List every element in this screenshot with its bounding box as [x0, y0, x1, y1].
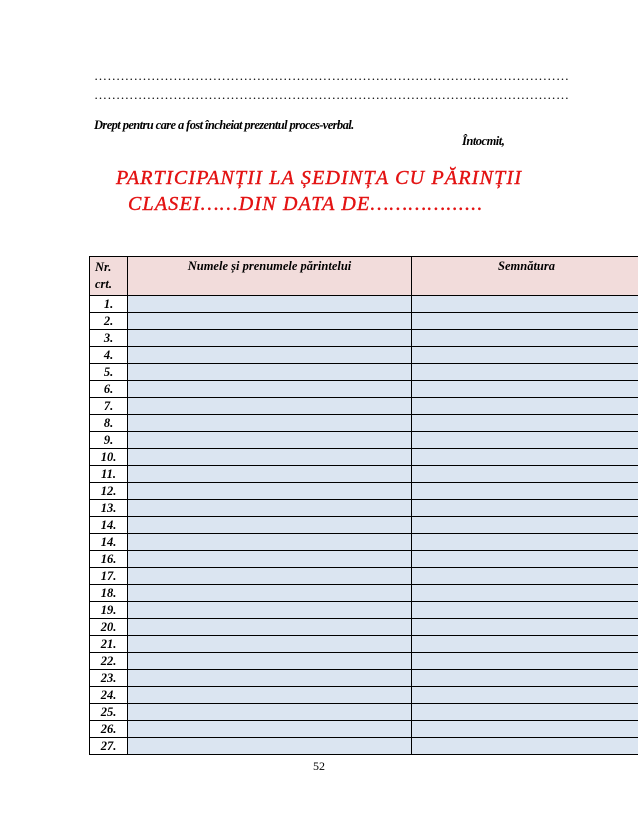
- table-row: [90, 483, 638, 500]
- attendance-table: [89, 256, 638, 755]
- signature-cell[interactable]: [412, 517, 638, 534]
- parent-name-cell[interactable]: [128, 347, 412, 364]
- row-number: 12.: [90, 483, 128, 500]
- table-row: [90, 551, 638, 568]
- header-row-number: [90, 257, 128, 296]
- parent-name-cell[interactable]: [128, 704, 412, 721]
- row-number: 14.: [90, 534, 128, 551]
- table-row: [90, 721, 638, 738]
- row-number: 22.: [90, 653, 128, 670]
- parent-name-cell[interactable]: [128, 432, 412, 449]
- table-row: [90, 432, 638, 449]
- page-number: 52: [313, 759, 325, 773]
- parent-name-cell[interactable]: [128, 670, 412, 687]
- signature-cell[interactable]: [412, 534, 638, 551]
- row-number: 6.: [90, 381, 128, 398]
- parent-name-cell[interactable]: [128, 636, 412, 653]
- parent-name-cell[interactable]: [128, 602, 412, 619]
- dotted-line-1: ………………………………………………………………………………………………: [94, 69, 570, 83]
- signature-cell[interactable]: [412, 585, 638, 602]
- row-number: 9.: [90, 432, 128, 449]
- parent-name-cell[interactable]: [128, 534, 412, 551]
- parent-name-cell[interactable]: [128, 296, 412, 313]
- signature-cell[interactable]: [412, 364, 638, 381]
- row-number: 23.: [90, 670, 128, 687]
- row-number: 2.: [90, 313, 128, 330]
- header-signature: Semnătura: [412, 257, 638, 296]
- page-title-line-2: CLASEI……DIN DATA DE…………......: [128, 193, 484, 215]
- header-parent-name: Numele și prenumele părintelui: [128, 257, 412, 296]
- signature-cell[interactable]: [412, 347, 638, 364]
- row-number: 5.: [90, 364, 128, 381]
- row-number: 11.: [90, 466, 128, 483]
- parent-name-cell[interactable]: [128, 330, 412, 347]
- table-row: [90, 568, 638, 585]
- parent-name-cell[interactable]: [128, 483, 412, 500]
- parent-name-cell[interactable]: [128, 415, 412, 432]
- signature-cell[interactable]: [412, 619, 638, 636]
- table-row: [90, 347, 638, 364]
- signature-cell[interactable]: [412, 568, 638, 585]
- signature-cell[interactable]: [412, 670, 638, 687]
- table-row: [90, 466, 638, 483]
- row-number: 25.: [90, 704, 128, 721]
- signature-cell[interactable]: [412, 721, 638, 738]
- signature-cell[interactable]: [412, 653, 638, 670]
- row-number: 1.: [90, 296, 128, 313]
- table-row: [90, 636, 638, 653]
- table-row: [90, 449, 638, 466]
- row-number: 14.: [90, 517, 128, 534]
- table-row: [90, 619, 638, 636]
- signature-cell[interactable]: [412, 687, 638, 704]
- parent-name-cell[interactable]: [128, 398, 412, 415]
- signature-cell[interactable]: [412, 738, 638, 755]
- parent-name-cell[interactable]: [128, 313, 412, 330]
- table-row: [90, 670, 638, 687]
- row-number: 27.: [90, 738, 128, 755]
- closing-statement: Drept pentru care a fost încheiat prezentul proces-verbal.: [94, 118, 354, 132]
- parent-name-cell[interactable]: [128, 517, 412, 534]
- row-number: 16.: [90, 551, 128, 568]
- signature-cell[interactable]: [412, 330, 638, 347]
- parent-name-cell[interactable]: [128, 364, 412, 381]
- table-row: [90, 313, 638, 330]
- signature-cell[interactable]: [412, 415, 638, 432]
- signoff-label: Întocmit,: [462, 134, 505, 148]
- table-row: [90, 364, 638, 381]
- signature-cell[interactable]: [412, 449, 638, 466]
- signature-cell[interactable]: [412, 313, 638, 330]
- parent-name-cell[interactable]: [128, 619, 412, 636]
- signature-cell[interactable]: [412, 398, 638, 415]
- parent-name-cell[interactable]: [128, 585, 412, 602]
- signature-cell[interactable]: [412, 704, 638, 721]
- table-row: [90, 653, 638, 670]
- signature-cell[interactable]: [412, 636, 638, 653]
- table-row: [90, 296, 638, 313]
- parent-name-cell[interactable]: [128, 653, 412, 670]
- table-row: [90, 534, 638, 551]
- table-row: [90, 500, 638, 517]
- signature-cell[interactable]: [412, 602, 638, 619]
- table-row: [90, 687, 638, 704]
- parent-name-cell[interactable]: [128, 738, 412, 755]
- signature-cell[interactable]: [412, 483, 638, 500]
- row-number: 17.: [90, 568, 128, 585]
- row-number: 13.: [90, 500, 128, 517]
- table-row: [90, 330, 638, 347]
- parent-name-cell[interactable]: [128, 551, 412, 568]
- parent-name-cell[interactable]: [128, 687, 412, 704]
- parent-name-cell[interactable]: [128, 568, 412, 585]
- header-nr-text: Nr.: [95, 260, 112, 274]
- row-number: 8.: [90, 415, 128, 432]
- parent-name-cell[interactable]: [128, 721, 412, 738]
- row-number: 7.: [90, 398, 128, 415]
- row-number: 24.: [90, 687, 128, 704]
- table-row: [90, 517, 638, 534]
- table-row: [90, 415, 638, 432]
- row-number: 26.: [90, 721, 128, 738]
- row-number: 19.: [90, 602, 128, 619]
- signature-cell[interactable]: [412, 432, 638, 449]
- row-number: 21.: [90, 636, 128, 653]
- signature-cell[interactable]: [412, 466, 638, 483]
- header-crt-text: crt.: [95, 277, 113, 291]
- parent-name-cell[interactable]: [128, 381, 412, 398]
- row-number: 4.: [90, 347, 128, 364]
- row-number: 20.: [90, 619, 128, 636]
- signature-cell[interactable]: [412, 296, 638, 313]
- signature-cell[interactable]: [412, 381, 638, 398]
- row-number: 10.: [90, 449, 128, 466]
- row-number: 3.: [90, 330, 128, 347]
- parent-name-cell[interactable]: [128, 449, 412, 466]
- table-row: [90, 738, 638, 755]
- parent-name-cell[interactable]: [128, 500, 412, 517]
- parent-name-cell[interactable]: [128, 466, 412, 483]
- signature-cell[interactable]: [412, 551, 638, 568]
- row-number: 18.: [90, 585, 128, 602]
- page-title-line-1: PARTICIPANȚII LA ȘEDINȚA CU PĂRINȚII: [116, 167, 523, 189]
- table-row: [90, 704, 638, 721]
- table-row: [90, 585, 638, 602]
- signature-cell[interactable]: [412, 500, 638, 517]
- table-row: [90, 602, 638, 619]
- dotted-line-2: ………………………………………………………………………………………………: [94, 88, 570, 102]
- table-row: [90, 381, 638, 398]
- table-header-row: [90, 257, 638, 296]
- table-row: [90, 398, 638, 415]
